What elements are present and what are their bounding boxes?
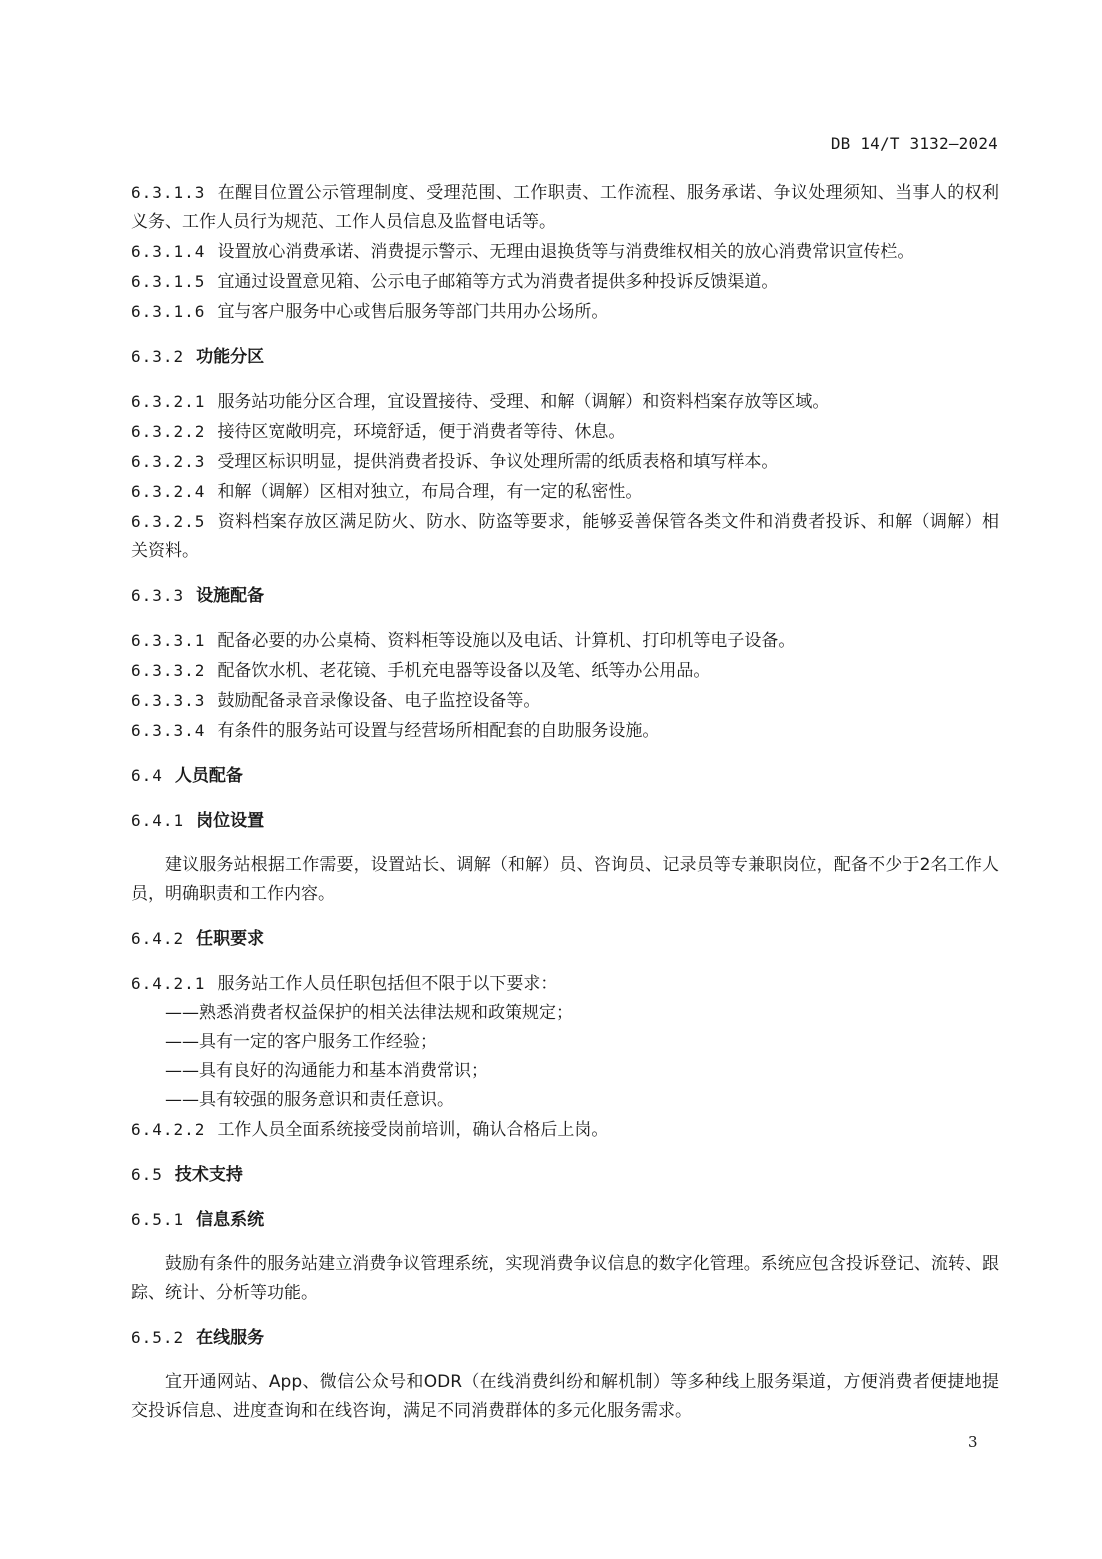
clause-text: 有条件的服务站可设置与经营场所相配套的自助服务设施。 xyxy=(217,721,660,741)
heading-number: 6.3.3 xyxy=(131,586,185,605)
heading-number: 6.4.1 xyxy=(131,811,185,830)
heading-6-3-3 xyxy=(131,581,999,611)
clause-text: 资料档案存放区满足防火、防水、防盗等要求，能够妥善保管各类文件和消费者投诉、和解（调解）相关资料。 xyxy=(131,512,999,561)
clause-text: 接待区宽敞明亮，环境舒适，便于消费者等待、休息。 xyxy=(217,422,626,442)
clause-6-4-2-1 xyxy=(131,969,999,999)
heading-number: 6.4 xyxy=(131,766,163,785)
heading-6-3-2 xyxy=(131,342,999,372)
heading-6-4-2 xyxy=(131,924,999,954)
clause-6-3-2-1 xyxy=(131,387,999,417)
clause-6-3-3-1 xyxy=(131,626,999,656)
clause-text: 设置放心消费承诺、消费提示警示、无理由退换货等与消费维权相关的放心消费常识宣传栏。 xyxy=(217,242,915,262)
clause-text: 宜通过设置意见箱、公示电子邮箱等方式为消费者提供多种投诉反馈渠道。 xyxy=(217,272,779,292)
clause-6-3-1-5 xyxy=(131,267,999,297)
heading-number: 6.3.2 xyxy=(131,347,185,366)
clause-number: 6.3.1.4 xyxy=(131,242,206,261)
clause-text: 配备必要的办公桌椅、资料柜等设施以及电话、计算机、打印机等电子设备。 xyxy=(217,631,796,651)
heading-title: 技术支持 xyxy=(174,1165,243,1185)
clause-number: 6.4.2.2 xyxy=(131,1120,206,1139)
heading-title: 设施配备 xyxy=(196,586,265,606)
clause-number: 6.3.3.4 xyxy=(131,721,206,740)
heading-title: 在线服务 xyxy=(196,1328,265,1348)
clause-6-3-1-3 xyxy=(131,178,999,237)
clause-6-3-2-2 xyxy=(131,417,999,447)
paragraph-6-4-1: 建议服务站根据工作需要，设置站长、调解（和解）员、咨询员、记录员等专兼职岗位，配备不少于2名工作人员，明确职责和工作内容。 xyxy=(131,855,999,904)
clause-number: 6.3.3.3 xyxy=(131,691,206,710)
clause-6-3-3-2 xyxy=(131,656,999,686)
clause-text: 鼓励配备录音录像设备、电子监控设备等。 xyxy=(217,691,541,711)
clause-text: 配备饮水机、老花镜、手机充电器等设备以及笔、纸等办公用品。 xyxy=(217,661,711,681)
list-item: ——具有较强的服务意识和责任意识。 xyxy=(165,1090,454,1110)
clause-text: 和解（调解）区相对独立，布局合理，有一定的私密性。 xyxy=(217,482,643,502)
clause-number: 6.3.1.6 xyxy=(131,302,206,321)
clause-text: 在醒目位置公示管理制度、受理范围、工作职责、工作流程、服务承诺、争议处理须知、当事人的权利义务、工作人员行为规范、工作人员信息及监督电话等。 xyxy=(131,183,999,232)
heading-6-4-1 xyxy=(131,806,999,836)
page-number: 3 xyxy=(968,1433,978,1451)
heading-title: 功能分区 xyxy=(196,347,265,367)
heading-title: 任职要求 xyxy=(196,929,265,949)
clause-6-3-1-6 xyxy=(131,297,999,327)
heading-6-5-1 xyxy=(131,1205,999,1235)
clause-text: 服务站工作人员任职包括但不限于以下要求： xyxy=(217,974,558,994)
clause-number: 6.3.1.5 xyxy=(131,272,206,291)
clause-6-4-2-2 xyxy=(131,1115,999,1145)
heading-title: 人员配备 xyxy=(174,766,243,786)
paragraph-6-5-1: 鼓励有条件的服务站建立消费争议管理系统，实现消费争议信息的数字化管理。系统应包含投诉登记、流转、跟踪、统计、分析等功能。 xyxy=(131,1254,999,1303)
list-item: ——具有一定的客户服务工作经验； xyxy=(165,1032,437,1052)
list-item: ——熟悉消费者权益保护的相关法律法规和政策规定； xyxy=(165,1003,573,1023)
clause-number: 6.4.2.1 xyxy=(131,974,206,993)
heading-title: 信息系统 xyxy=(196,1210,265,1230)
clause-number: 6.3.1.3 xyxy=(131,183,206,202)
clause-number: 6.3.3.1 xyxy=(131,631,206,650)
heading-number: 6.5.2 xyxy=(131,1328,185,1347)
clause-6-3-1-4 xyxy=(131,237,999,267)
heading-6-5 xyxy=(131,1160,999,1190)
clause-number: 6.3.3.2 xyxy=(131,661,206,680)
clause-number: 6.3.2.4 xyxy=(131,482,206,501)
clause-text: 工作人员全面系统接受岗前培训，确认合格后上岗。 xyxy=(217,1120,609,1140)
heading-6-4 xyxy=(131,761,999,791)
clause-6-3-3-3 xyxy=(131,686,999,716)
clause-6-3-2-4 xyxy=(131,477,999,507)
paragraph-6-5-2: 宜开通网站、App、微信公众号和ODR（在线消费纠纷和解机制）等多种线上服务渠道，方便消费者便捷地提交投诉信息、进度查询和在线咨询，满足不同消费群体的多元化服务需求。 xyxy=(131,1372,999,1421)
heading-6-5-2 xyxy=(131,1323,999,1353)
clause-6-3-2-5 xyxy=(131,507,999,566)
heading-number: 6.5.1 xyxy=(131,1210,185,1229)
clause-number: 6.3.2.5 xyxy=(131,512,206,531)
list-item: ——具有良好的沟通能力和基本消费常识； xyxy=(165,1061,488,1081)
clause-number: 6.3.2.2 xyxy=(131,422,206,441)
heading-number: 6.4.2 xyxy=(131,929,185,948)
clause-6-3-3-4 xyxy=(131,716,999,746)
clause-6-3-2-3 xyxy=(131,447,999,477)
heading-title: 岗位设置 xyxy=(196,811,265,831)
clause-text: 服务站功能分区合理，宜设置接待、受理、和解（调解）和资料档案存放等区域。 xyxy=(217,392,830,412)
clause-number: 6.3.2.1 xyxy=(131,392,206,411)
heading-number: 6.5 xyxy=(131,1165,163,1184)
document-number: DB 14/T 3132—2024 xyxy=(830,134,998,153)
document-body xyxy=(131,178,999,1426)
clause-text: 宜与客户服务中心或售后服务等部门共用办公场所。 xyxy=(217,302,609,322)
clause-number: 6.3.2.3 xyxy=(131,452,206,471)
clause-text: 受理区标识明显，提供消费者投诉、争议处理所需的纸质表格和填写样本。 xyxy=(217,452,779,472)
